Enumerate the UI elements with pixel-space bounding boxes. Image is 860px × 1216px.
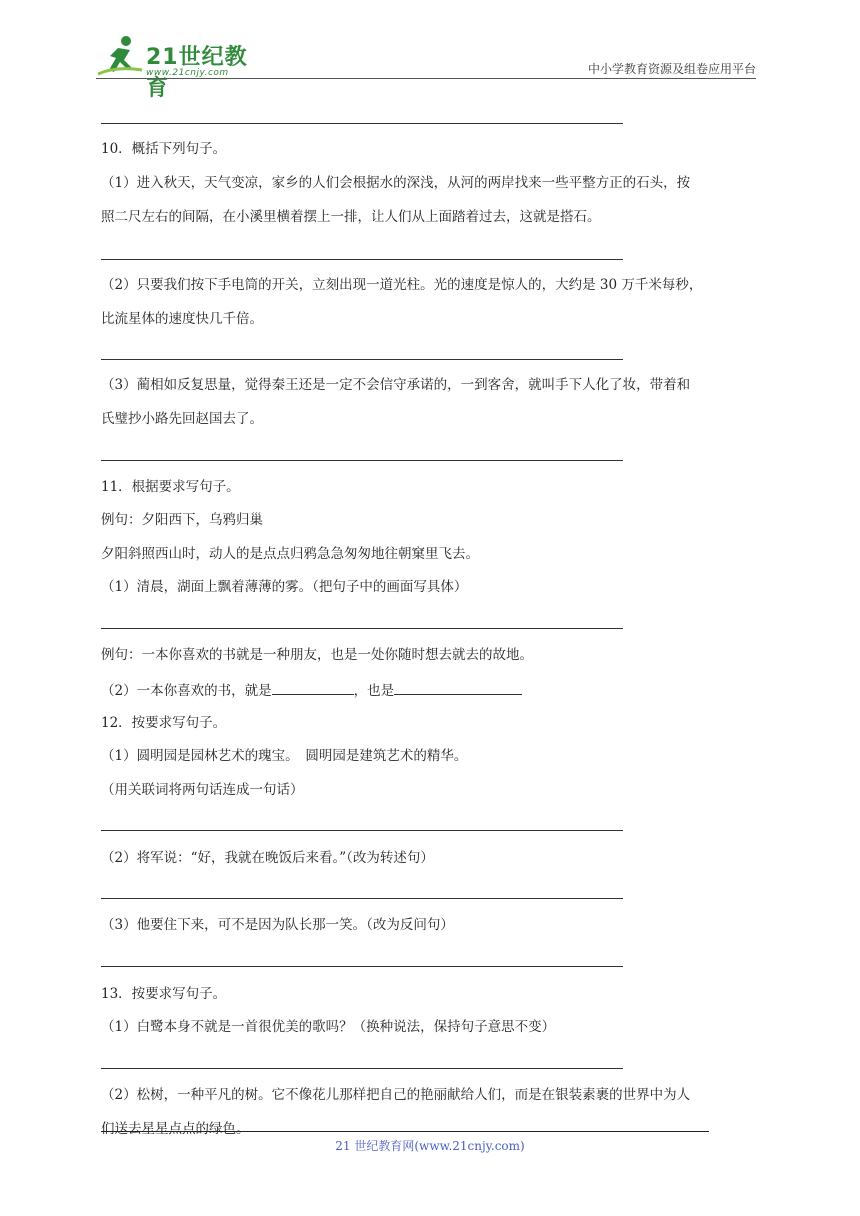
item-2-middle: ，也是 xyxy=(353,683,395,699)
logo-text: 21世纪教育 xyxy=(146,45,248,101)
footer-text[interactable]: 21 世纪教育网(www.21cnjy.com) xyxy=(335,1139,525,1153)
question-12-item-2: （2）将军说：“好，我就在晚饭后来看。”（改为转述句） xyxy=(101,850,434,866)
question-11-item-1: （1）清晨，湖面上飘着薄薄的雾。（把句子中的画面写具体） xyxy=(101,579,468,595)
answer-line[interactable] xyxy=(101,259,623,260)
example-1-b: 夕阳斜照西山时，动人的是点点归鸦急急匆匆地往朝窠里飞去。 xyxy=(101,546,479,562)
answer-line[interactable] xyxy=(101,966,623,967)
question-10-item-2-cont: 比流星体的速度快几千倍。 xyxy=(101,311,263,327)
fill-blank-2[interactable] xyxy=(394,680,522,695)
answer-line[interactable] xyxy=(101,460,623,461)
question-10-item-3-cont: 氏璧抄小路先回赵国去了。 xyxy=(101,411,263,427)
runner-logo-icon xyxy=(96,34,144,78)
question-12-item-3: （3）他要住下来，可不是因为队长那一笑。（改为反问句） xyxy=(101,917,454,933)
answer-line[interactable] xyxy=(101,1068,623,1069)
answer-line[interactable] xyxy=(101,628,623,629)
answer-line[interactable] xyxy=(101,830,623,831)
question-10-item-1-cont: 照二尺左右的间隔，在小溪里横着摆上一排，让人们从上面踏着过去，这就是搭石。 xyxy=(101,209,601,225)
page-header xyxy=(96,28,756,101)
question-10-title: 10．概括下列句子。 xyxy=(101,141,227,157)
question-13-item-2-cont: 们送去星星点点的绿色。 xyxy=(101,1121,250,1137)
question-13-item-1: （1）白鹭本身不就是一首很优美的歌吗？（换种说法，保持句子意思不变） xyxy=(101,1019,556,1035)
question-10-item-2: （2）只要我们按下手电筒的开关，立刻出现一道光柱。光的速度是惊人的，大约是 30 万千米每秒， xyxy=(101,277,703,293)
example-1-a: 例句：夕阳西下，乌鸦归巢 xyxy=(101,512,263,528)
question-13-title: 13．按要求写句子。 xyxy=(101,986,227,1002)
site-logo[interactable] xyxy=(96,34,266,101)
header-divider xyxy=(96,78,756,79)
question-12-item-1-note: （用关联词将两句话连成一句话） xyxy=(101,782,304,798)
question-11-title: 11．根据要求写句子。 xyxy=(101,479,240,495)
question-10-item-1: （1）进入秋天，天气变凉，家乡的人们会根据水的深浅，从河的两岸找来一些平整方正的石头，按 xyxy=(101,175,691,191)
footer-divider xyxy=(101,1131,709,1132)
logo-url: www.21cnjy.com xyxy=(146,68,229,78)
question-12-title: 12．按要求写句子。 xyxy=(101,715,227,731)
question-13-item-2: （2）松树，一种平凡的树。它不像花儿那样把自己的艳丽献给人们，而是在银装素裹的世界中为人 xyxy=(101,1087,691,1103)
answer-line[interactable] xyxy=(101,123,623,124)
example-2: 例句：一本你喜欢的书就是一种朋友，也是一处你随时想去就去的故地。 xyxy=(101,647,533,663)
question-10-item-3: （3）蔺相如反复思量，觉得秦王还是一定不会信守承诺的，一到客舍，就叫手下人化了妆，带着和 xyxy=(101,377,691,393)
item-2-prefix: （2）一本你喜欢的书，就是 xyxy=(101,683,272,699)
fill-blank-1[interactable] xyxy=(272,680,354,695)
platform-name: 中小学教育资源及组卷应用平台 xyxy=(587,62,756,76)
answer-line[interactable] xyxy=(101,898,623,899)
question-12-item-1: （1）圆明园是园林艺术的瑰宝。 圆明园是建筑艺术的精华。 xyxy=(101,748,468,764)
answer-line[interactable] xyxy=(101,359,623,360)
question-11-item-2 xyxy=(101,680,522,700)
